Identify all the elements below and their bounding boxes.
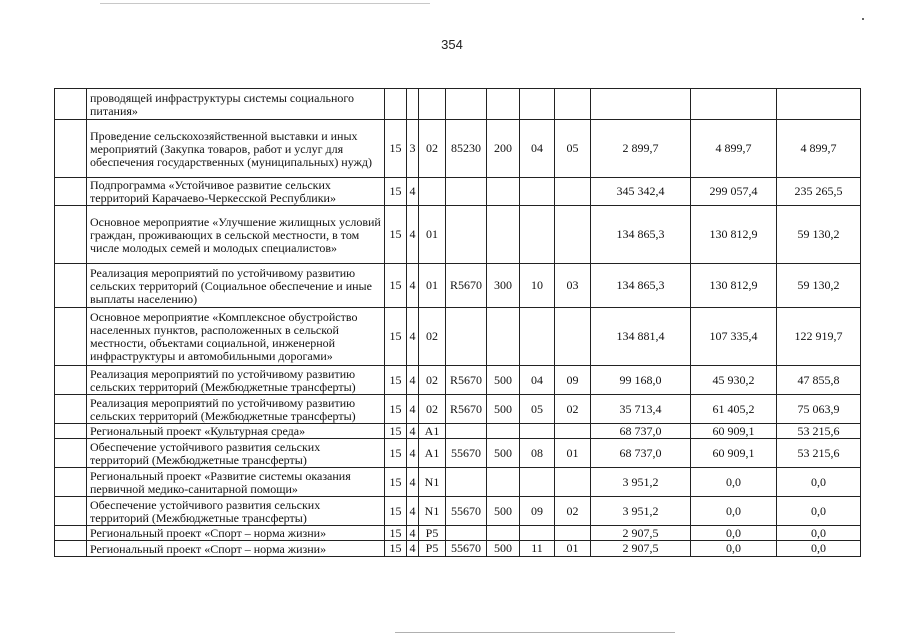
ministry-code-cell: 15 xyxy=(385,439,407,468)
amount-year-1-cell: 68 737,0 xyxy=(591,424,691,439)
subprogram-code-cell: 02 xyxy=(419,120,446,178)
section-code-cell: 08 xyxy=(520,439,555,468)
program-code-cell: 4 xyxy=(407,308,419,366)
row-number-cell xyxy=(55,308,87,366)
subprogram-code-cell: 02 xyxy=(419,395,446,424)
row-number-cell xyxy=(55,89,87,120)
subprogram-code-cell xyxy=(419,178,446,206)
row-name-cell: Реализация мероприятий по устойчивому развитию сельских территорий (Межбюджетные трансферты) xyxy=(87,395,385,424)
direction-code-cell xyxy=(446,178,487,206)
section-code-cell xyxy=(520,89,555,120)
subprogram-code-cell: N1 xyxy=(419,497,446,526)
direction-code-cell: 55670 xyxy=(446,439,487,468)
subsection-code-cell: 02 xyxy=(555,395,591,424)
direction-code-cell xyxy=(446,468,487,497)
amount-year-1-cell: 2 907,5 xyxy=(591,526,691,541)
amount-year-2-cell: 45 930,2 xyxy=(691,366,777,395)
subsection-code-cell xyxy=(555,89,591,120)
expense-type-code-cell: 500 xyxy=(487,541,520,557)
expense-type-code-cell: 500 xyxy=(487,366,520,395)
row-number-cell xyxy=(55,424,87,439)
subprogram-code-cell: A1 xyxy=(419,439,446,468)
row-number-cell xyxy=(55,468,87,497)
direction-code-cell: R5670 xyxy=(446,264,487,308)
direction-code-cell: R5670 xyxy=(446,366,487,395)
program-code-cell: 4 xyxy=(407,366,419,395)
amount-year-1-cell: 3 951,2 xyxy=(591,497,691,526)
amount-year-1-cell: 2 899,7 xyxy=(591,120,691,178)
amount-year-2-cell: 299 057,4 xyxy=(691,178,777,206)
amount-year-2-cell: 0,0 xyxy=(691,497,777,526)
program-code-cell: 4 xyxy=(407,541,419,557)
amount-year-2-cell: 107 335,4 xyxy=(691,308,777,366)
row-name-cell: Обеспечение устойчивого развития сельских территорий (Межбюджетные трансферты) xyxy=(87,497,385,526)
table-row xyxy=(55,89,861,120)
row-number-cell xyxy=(55,264,87,308)
direction-code-cell: R5670 xyxy=(446,395,487,424)
subsection-code-cell: 01 xyxy=(555,439,591,468)
subsection-code-cell: 03 xyxy=(555,264,591,308)
amount-year-3-cell: 59 130,2 xyxy=(777,206,861,264)
amount-year-2-cell: 60 909,1 xyxy=(691,439,777,468)
subprogram-code-cell: 01 xyxy=(419,206,446,264)
subsection-code-cell xyxy=(555,206,591,264)
amount-year-3-cell: 53 215,6 xyxy=(777,424,861,439)
row-name-cell: Региональный проект «Развитие системы оказания первичной медико-санитарной помощи» xyxy=(87,468,385,497)
expense-type-code-cell xyxy=(487,178,520,206)
table-row xyxy=(55,120,861,178)
row-number-cell xyxy=(55,178,87,206)
direction-code-cell: 55670 xyxy=(446,541,487,557)
amount-year-3-cell: 0,0 xyxy=(777,526,861,541)
amount-year-1-cell: 134 865,3 xyxy=(591,206,691,264)
row-name-cell: Реализация мероприятий по устойчивому развитию сельских территорий (Социальное обеспечение и иные выплаты населению) xyxy=(87,264,385,308)
expense-type-code-cell xyxy=(487,206,520,264)
row-name-cell: Региональный проект «Спорт – норма жизни» xyxy=(87,526,385,541)
subprogram-code-cell: 02 xyxy=(419,366,446,395)
ministry-code-cell: 15 xyxy=(385,366,407,395)
section-code-cell: 04 xyxy=(520,366,555,395)
ministry-code-cell: 15 xyxy=(385,264,407,308)
amount-year-1-cell: 68 737,0 xyxy=(591,439,691,468)
section-code-cell xyxy=(520,308,555,366)
subprogram-code-cell: P5 xyxy=(419,526,446,541)
direction-code-cell: 85230 xyxy=(446,120,487,178)
section-code-cell xyxy=(520,424,555,439)
program-code-cell: 4 xyxy=(407,178,419,206)
table-row xyxy=(55,439,861,468)
subsection-code-cell xyxy=(555,526,591,541)
expense-type-code-cell xyxy=(487,424,520,439)
section-code-cell: 11 xyxy=(520,541,555,557)
program-code-cell: 4 xyxy=(407,395,419,424)
subsection-code-cell: 02 xyxy=(555,497,591,526)
row-name-cell: Проведение сельскохозяйственной выставки и иных мероприятий (Закупка товаров, работ и услуг для обеспечения государственных (муниципальных) нужд) xyxy=(87,120,385,178)
subprogram-code-cell: P5 xyxy=(419,541,446,557)
row-number-cell xyxy=(55,541,87,557)
section-code-cell: 09 xyxy=(520,497,555,526)
direction-code-cell xyxy=(446,206,487,264)
program-code-cell: 4 xyxy=(407,497,419,526)
table-row xyxy=(55,541,861,557)
row-number-cell xyxy=(55,497,87,526)
subsection-code-cell: 01 xyxy=(555,541,591,557)
section-code-cell xyxy=(520,526,555,541)
row-name-cell: Основное мероприятие «Комплексное обустройство населенных пунктов, расположенных в сельской местности, объектами социальной, инженерной инфраструктуры и автомобильными дорогами» xyxy=(87,308,385,366)
ministry-code-cell: 15 xyxy=(385,424,407,439)
program-code-cell: 4 xyxy=(407,264,419,308)
scan-mark-bottom xyxy=(395,632,675,633)
amount-year-2-cell: 130 812,9 xyxy=(691,206,777,264)
table-row xyxy=(55,178,861,206)
section-code-cell: 04 xyxy=(520,120,555,178)
ministry-code-cell: 15 xyxy=(385,497,407,526)
expense-type-code-cell: 300 xyxy=(487,264,520,308)
table-row xyxy=(55,366,861,395)
row-number-cell xyxy=(55,439,87,468)
row-number-cell xyxy=(55,526,87,541)
ministry-code-cell: 15 xyxy=(385,468,407,497)
amount-year-1-cell: 134 881,4 xyxy=(591,308,691,366)
table-row xyxy=(55,468,861,497)
amount-year-2-cell: 0,0 xyxy=(691,468,777,497)
expense-type-code-cell xyxy=(487,468,520,497)
row-name-cell: Основное мероприятие «Улучшение жилищных условий граждан, проживающих в сельской местности, в том числе молодых семей и молодых специалистов» xyxy=(87,206,385,264)
table-row xyxy=(55,424,861,439)
table-row xyxy=(55,206,861,264)
scan-mark-dot xyxy=(862,18,864,20)
amount-year-3-cell: 4 899,7 xyxy=(777,120,861,178)
amount-year-3-cell: 235 265,5 xyxy=(777,178,861,206)
amount-year-3-cell: 0,0 xyxy=(777,468,861,497)
ministry-code-cell: 15 xyxy=(385,308,407,366)
amount-year-3-cell: 122 919,7 xyxy=(777,308,861,366)
section-code-cell: 05 xyxy=(520,395,555,424)
program-code-cell: 3 xyxy=(407,120,419,178)
ministry-code-cell: 15 xyxy=(385,178,407,206)
expense-type-code-cell: 500 xyxy=(487,395,520,424)
expense-type-code-cell: 500 xyxy=(487,497,520,526)
amount-year-1-cell: 134 865,3 xyxy=(591,264,691,308)
subsection-code-cell: 09 xyxy=(555,366,591,395)
direction-code-cell xyxy=(446,89,487,120)
ministry-code-cell: 15 xyxy=(385,395,407,424)
row-name-cell: проводящей инфраструктуры системы социального питания» xyxy=(87,89,385,120)
row-number-cell xyxy=(55,366,87,395)
direction-code-cell xyxy=(446,424,487,439)
subsection-code-cell xyxy=(555,468,591,497)
ministry-code-cell: 15 xyxy=(385,541,407,557)
row-name-cell: Реализация мероприятий по устойчивому развитию сельских территорий (Межбюджетные трансферты) xyxy=(87,366,385,395)
table-row xyxy=(55,264,861,308)
amount-year-2-cell xyxy=(691,89,777,120)
row-name-cell: Региональный проект «Спорт – норма жизни» xyxy=(87,541,385,557)
amount-year-2-cell: 60 909,1 xyxy=(691,424,777,439)
amount-year-1-cell: 3 951,2 xyxy=(591,468,691,497)
program-code-cell xyxy=(407,89,419,120)
amount-year-1-cell: 35 713,4 xyxy=(591,395,691,424)
amount-year-2-cell: 130 812,9 xyxy=(691,264,777,308)
amount-year-3-cell: 53 215,6 xyxy=(777,439,861,468)
row-number-cell xyxy=(55,206,87,264)
subprogram-code-cell: N1 xyxy=(419,468,446,497)
expense-type-code-cell xyxy=(487,526,520,541)
amount-year-2-cell: 0,0 xyxy=(691,541,777,557)
section-code-cell: 10 xyxy=(520,264,555,308)
program-code-cell: 4 xyxy=(407,424,419,439)
amount-year-1-cell: 99 168,0 xyxy=(591,366,691,395)
amount-year-3-cell: 59 130,2 xyxy=(777,264,861,308)
subprogram-code-cell: 01 xyxy=(419,264,446,308)
row-name-cell: Региональный проект «Культурная среда» xyxy=(87,424,385,439)
row-number-cell xyxy=(55,120,87,178)
row-name-cell: Обеспечение устойчивого развития сельских территорий (Межбюджетные трансферты) xyxy=(87,439,385,468)
amount-year-3-cell xyxy=(777,89,861,120)
section-code-cell xyxy=(520,178,555,206)
page-number: 354 xyxy=(441,37,463,52)
program-code-cell: 4 xyxy=(407,439,419,468)
subsection-code-cell xyxy=(555,178,591,206)
expense-type-code-cell: 500 xyxy=(487,439,520,468)
expense-type-code-cell xyxy=(487,308,520,366)
program-code-cell: 4 xyxy=(407,526,419,541)
budget-table xyxy=(54,88,861,557)
ministry-code-cell: 15 xyxy=(385,206,407,264)
subsection-code-cell xyxy=(555,308,591,366)
expense-type-code-cell: 200 xyxy=(487,120,520,178)
amount-year-3-cell: 0,0 xyxy=(777,497,861,526)
amount-year-3-cell: 47 855,8 xyxy=(777,366,861,395)
amount-year-2-cell: 61 405,2 xyxy=(691,395,777,424)
program-code-cell: 4 xyxy=(407,206,419,264)
ministry-code-cell xyxy=(385,89,407,120)
direction-code-cell xyxy=(446,526,487,541)
table-row xyxy=(55,497,861,526)
row-number-cell xyxy=(55,395,87,424)
subsection-code-cell: 05 xyxy=(555,120,591,178)
amount-year-3-cell: 0,0 xyxy=(777,541,861,557)
table-row xyxy=(55,395,861,424)
subprogram-code-cell: A1 xyxy=(419,424,446,439)
amount-year-1-cell: 2 907,5 xyxy=(591,541,691,557)
amount-year-2-cell: 0,0 xyxy=(691,526,777,541)
direction-code-cell: 55670 xyxy=(446,497,487,526)
subsection-code-cell xyxy=(555,424,591,439)
amount-year-1-cell: 345 342,4 xyxy=(591,178,691,206)
ministry-code-cell: 15 xyxy=(385,526,407,541)
amount-year-3-cell: 75 063,9 xyxy=(777,395,861,424)
subprogram-code-cell: 02 xyxy=(419,308,446,366)
section-code-cell xyxy=(520,206,555,264)
amount-year-1-cell xyxy=(591,89,691,120)
expense-type-code-cell xyxy=(487,89,520,120)
table-row xyxy=(55,308,861,366)
scan-mark-top xyxy=(100,3,430,4)
section-code-cell xyxy=(520,468,555,497)
table-row xyxy=(55,526,861,541)
row-name-cell: Подпрограмма «Устойчивое развитие сельских территорий Карачаево-Черкесской Республики» xyxy=(87,178,385,206)
subprogram-code-cell xyxy=(419,89,446,120)
budget-table-body xyxy=(55,89,861,557)
program-code-cell: 4 xyxy=(407,468,419,497)
ministry-code-cell: 15 xyxy=(385,120,407,178)
direction-code-cell xyxy=(446,308,487,366)
amount-year-2-cell: 4 899,7 xyxy=(691,120,777,178)
